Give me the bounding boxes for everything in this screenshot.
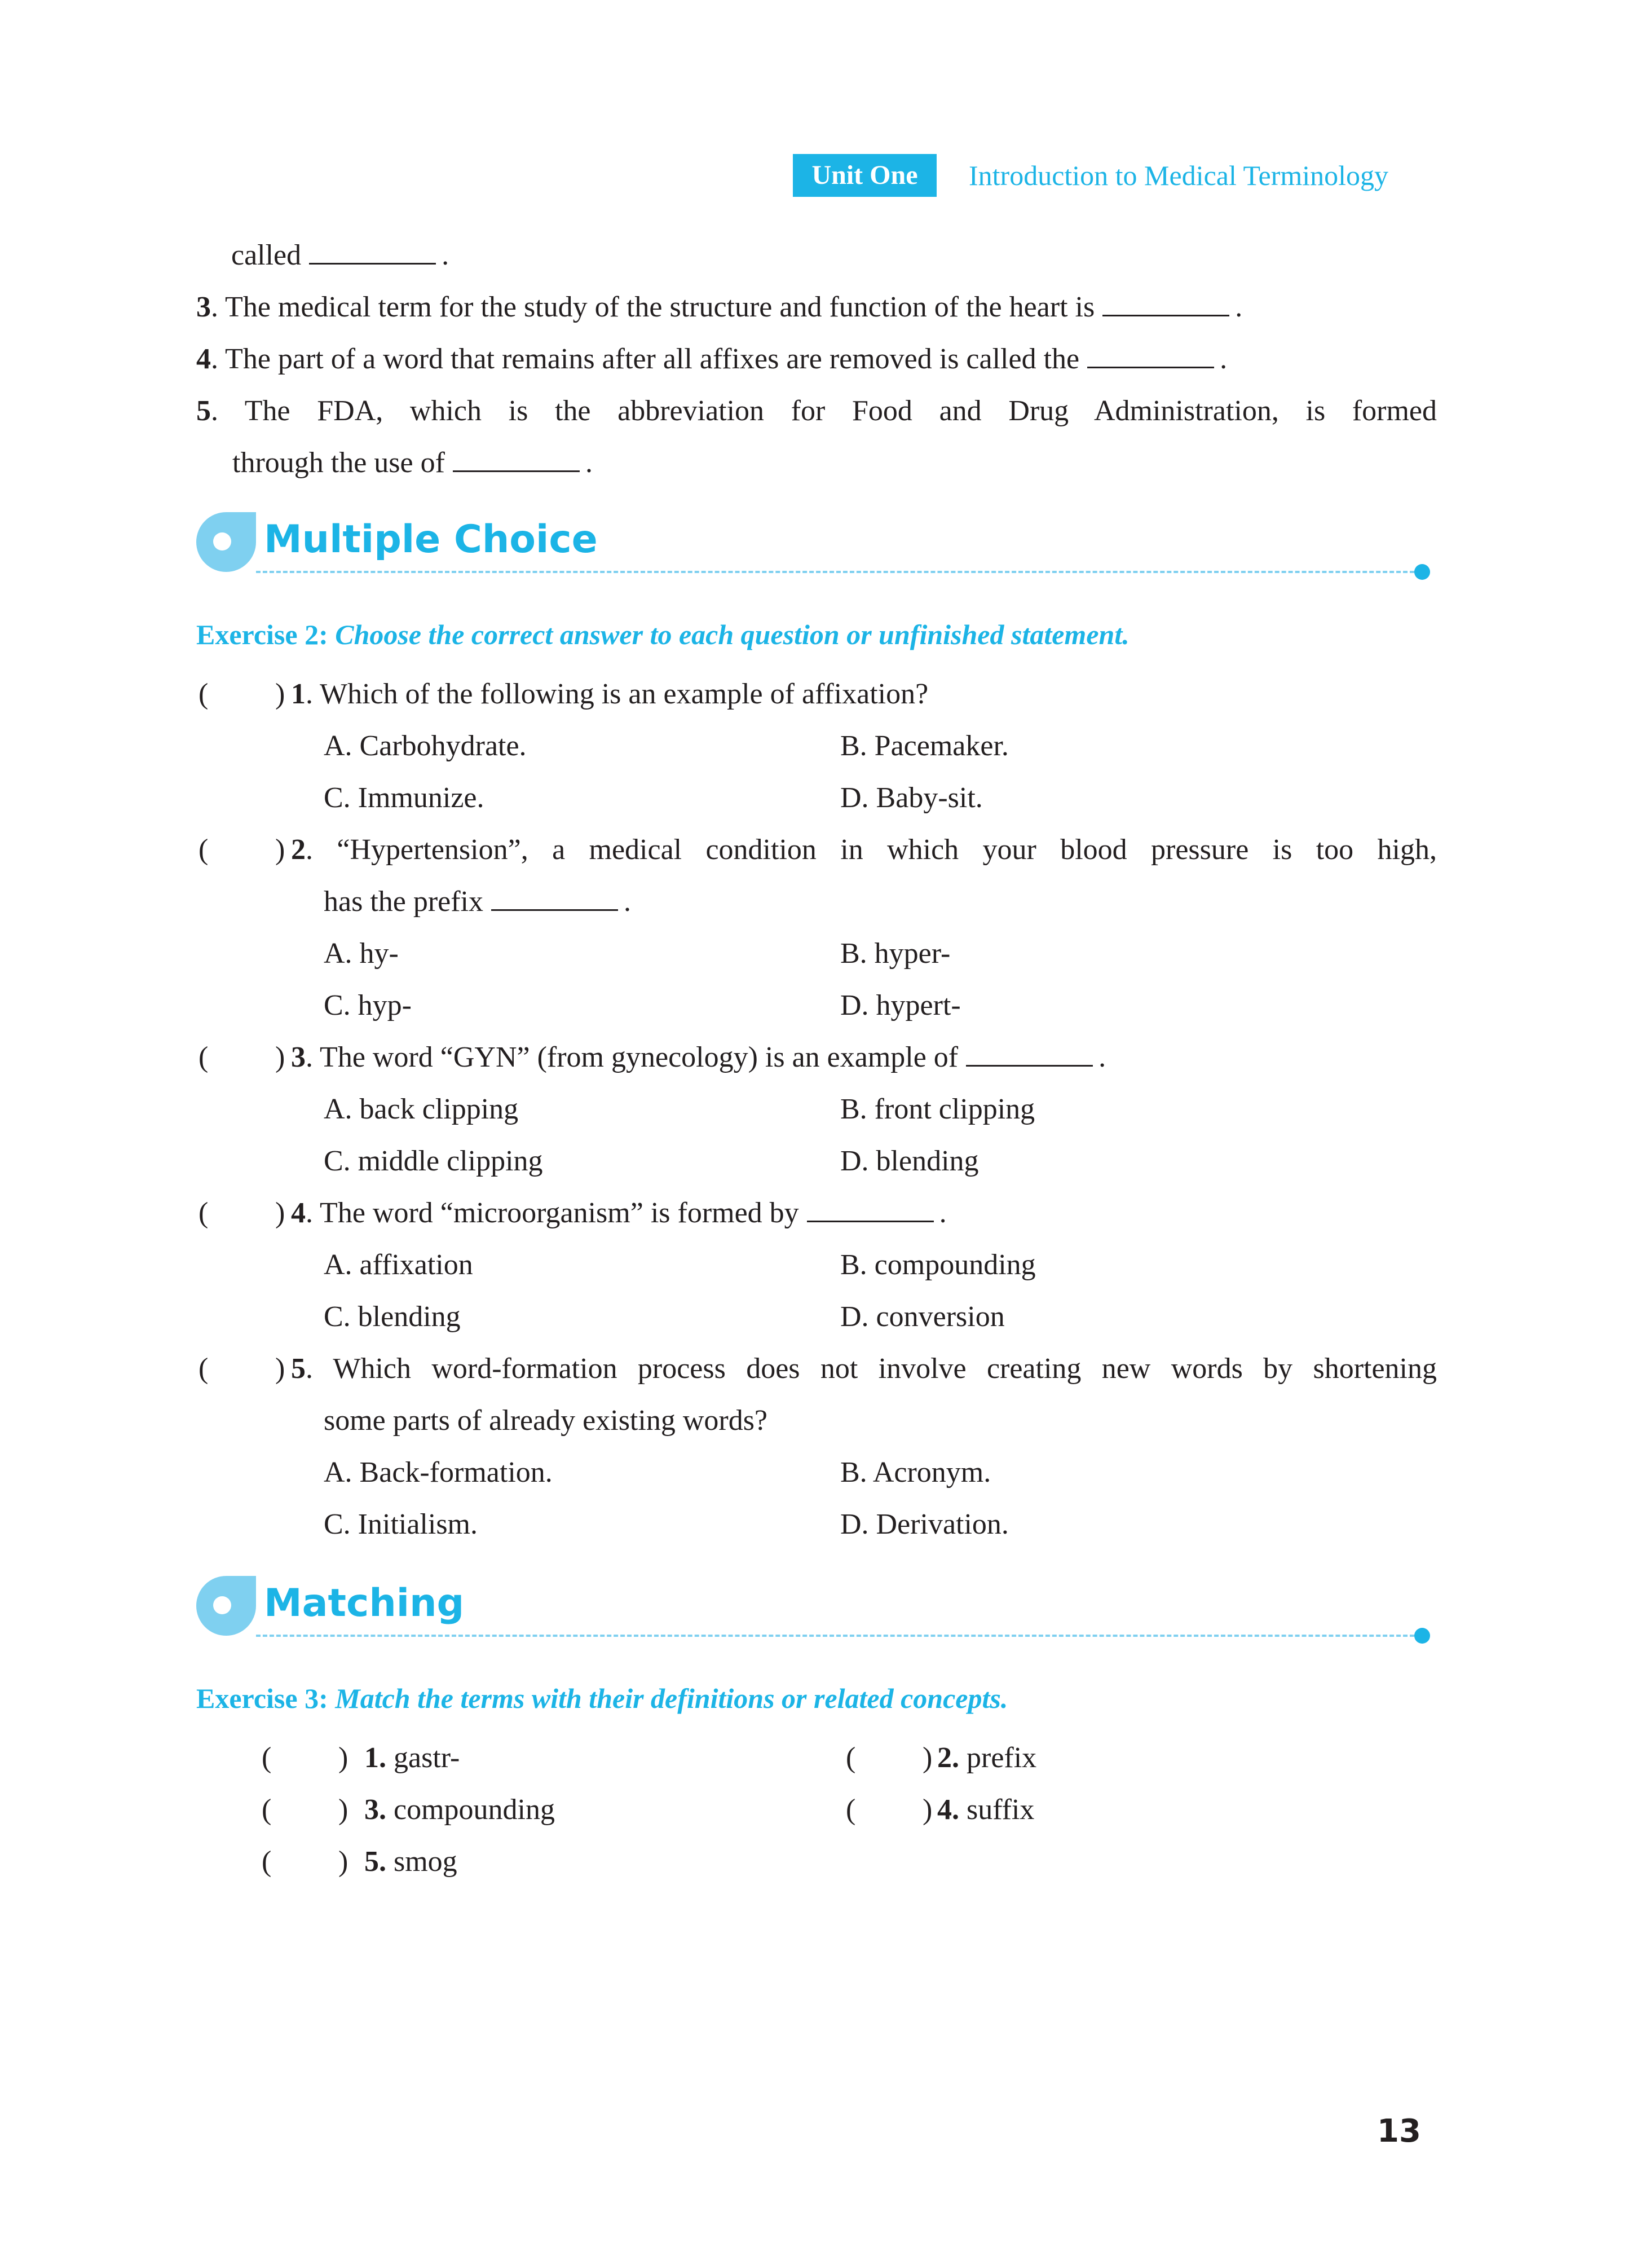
answer-paren-close: ) (338, 1846, 348, 1878)
option-d: D. hypert- (840, 989, 961, 1021)
option-a: A. Carbohydrate. (324, 730, 527, 762)
question-text: . The word “GYN” (from gynecology) is an example of (306, 1041, 959, 1073)
option-b: B. Pacemaker. (840, 730, 1009, 762)
answer-paren-open: ( (198, 1197, 209, 1229)
question-number: 1 (291, 678, 306, 710)
answer-blank (807, 1195, 934, 1222)
answer-blank (491, 883, 618, 911)
punct: . (1235, 291, 1243, 323)
option-c: C. Immunize. (324, 782, 484, 814)
item-number: 1 (364, 1742, 379, 1774)
option-d: D. blending (840, 1145, 979, 1177)
question-number: 4 (291, 1197, 306, 1229)
item-number: 4 (937, 1794, 952, 1826)
exercise-sep: : (319, 1683, 328, 1714)
matching-item-4: 4. suffix (937, 1794, 1035, 1826)
item-number: 5 (196, 395, 211, 427)
answer-paren-open: ( (198, 1353, 209, 1385)
option-a: A. Back-formation. (324, 1456, 553, 1488)
question-4 (291, 1194, 947, 1233)
answer-paren-open: ( (198, 678, 209, 710)
exercise-2-instruction (196, 615, 1130, 654)
page-number: 13 (1377, 2113, 1421, 2150)
matching-item-3: 3. compounding (364, 1794, 555, 1826)
item-text: . The medical term for the study of the structure and function of the heart is (211, 291, 1095, 323)
punct: . (939, 1197, 947, 1229)
exercise-3-instruction (196, 1679, 1008, 1718)
section-divider (256, 571, 1414, 573)
option-a: A. affixation (324, 1249, 473, 1281)
option-c: C. hyp- (324, 989, 412, 1021)
fill-in-continuation (231, 236, 449, 275)
answer-paren-close: ) (338, 1794, 348, 1826)
answer-paren-close: ) (275, 1353, 285, 1385)
exercise-sep: : (319, 619, 328, 650)
question-number: 5 (291, 1353, 306, 1385)
question-5-cont: some parts of already existing words? (324, 1404, 768, 1437)
answer-paren-close: ) (338, 1742, 348, 1774)
section-title-multiple-choice: Multiple Choice (264, 517, 598, 562)
exercise-text: Choose the correct answer to each question or unfinished statement. (335, 619, 1130, 650)
matching-term: gastr- (394, 1742, 460, 1774)
option-c: C. blending (324, 1301, 461, 1333)
option-b: B. Acronym. (840, 1456, 991, 1488)
matching-item-2: 2. prefix (937, 1742, 1037, 1774)
section-bubble-icon (196, 512, 256, 572)
fill-in-item-5 (196, 391, 1437, 431)
item-number: 2 (937, 1742, 952, 1774)
answer-paren-close: ) (923, 1794, 933, 1826)
answer-paren-open: ( (262, 1794, 272, 1826)
answer-paren-open: ( (262, 1742, 272, 1774)
option-b: B. compounding (840, 1249, 1036, 1281)
answer-paren-open: ( (846, 1794, 856, 1826)
option-c: C. Initialism. (324, 1508, 478, 1540)
answer-paren-open: ( (198, 1041, 209, 1073)
matching-term: smog (394, 1846, 457, 1878)
option-a: A. back clipping (324, 1093, 519, 1125)
question-text: . Which of the following is an example of affixation? (306, 678, 929, 710)
option-b: B. front clipping (840, 1093, 1035, 1125)
answer-paren-open: ( (846, 1742, 856, 1774)
option-a: A. hy- (324, 937, 399, 970)
item-text: . The part of a word that remains after all affixes are removed is called the (211, 343, 1080, 375)
fill-in-item-3 (196, 288, 1242, 327)
answer-paren-open: ( (198, 834, 209, 866)
question-1 (291, 675, 928, 714)
fill-in-text: called (231, 239, 302, 271)
question-3 (291, 1038, 1106, 1077)
matching-term: suffix (967, 1794, 1035, 1826)
matching-item-1: 1. gastr- (364, 1742, 460, 1774)
punct: . (1098, 1041, 1106, 1073)
answer-blank (309, 237, 436, 265)
punct: . (624, 886, 632, 918)
unit-title: Introduction to Medical Terminology (969, 160, 1389, 191)
item-text: . The FDA, which is the abbreviation for Food and Drug Administration, is formed (211, 395, 1437, 427)
option-c: C. middle clipping (324, 1145, 543, 1177)
answer-paren-close: ) (275, 834, 285, 866)
question-5 (291, 1349, 1437, 1389)
punct: . (1220, 343, 1228, 375)
answer-paren-open: ( (262, 1846, 272, 1878)
answer-blank (1102, 289, 1229, 316)
question-text: has the prefix (324, 886, 484, 918)
answer-blank (966, 1039, 1093, 1067)
item-number: 5 (364, 1846, 379, 1878)
exercise-label: Exercise 2 (196, 619, 319, 650)
answer-paren-close: ) (275, 1041, 285, 1073)
fill-in-item-5-cont (232, 443, 593, 483)
item-number: 3 (364, 1794, 379, 1826)
section-bubble-icon (196, 1576, 256, 1636)
question-text: . The word “microorganism” is formed by (306, 1197, 799, 1229)
option-b: B. hyper- (840, 937, 951, 970)
section-divider-dot (1414, 564, 1430, 580)
punct: . (585, 447, 593, 479)
matching-term: prefix (967, 1742, 1037, 1774)
item-number: 3 (196, 291, 211, 323)
punct: . (442, 239, 449, 271)
question-number: 2 (291, 834, 306, 866)
option-d: D. Derivation. (840, 1508, 1009, 1540)
question-2-cont (324, 882, 631, 922)
question-number: 3 (291, 1041, 306, 1073)
question-2 (291, 830, 1437, 870)
answer-blank (453, 444, 580, 472)
matching-item-5: 5. smog (364, 1846, 457, 1878)
answer-paren-close: ) (923, 1742, 933, 1774)
answer-paren-close: ) (275, 678, 285, 710)
answer-paren-close: ) (275, 1197, 285, 1229)
section-title-matching: Matching (264, 1581, 465, 1626)
option-d: D. Baby-sit. (840, 782, 983, 814)
section-divider (256, 1635, 1414, 1637)
unit-badge: Unit One (793, 154, 937, 197)
section-divider-dot (1414, 1628, 1430, 1644)
question-text: . Which word-formation process does not involve creating new words by shortening (306, 1353, 1437, 1385)
item-text: through the use of (232, 447, 445, 479)
exercise-label: Exercise 3 (196, 1683, 319, 1714)
item-number: 4 (196, 343, 211, 375)
fill-in-item-4 (196, 340, 1227, 379)
matching-term: compounding (394, 1794, 555, 1826)
question-text: . “Hypertension”, a medical condition in which your blood pressure is too high, (306, 834, 1437, 866)
option-d: D. conversion (840, 1301, 1005, 1333)
exercise-text: Match the terms with their definitions or related concepts. (335, 1683, 1008, 1714)
answer-blank (1087, 341, 1214, 368)
